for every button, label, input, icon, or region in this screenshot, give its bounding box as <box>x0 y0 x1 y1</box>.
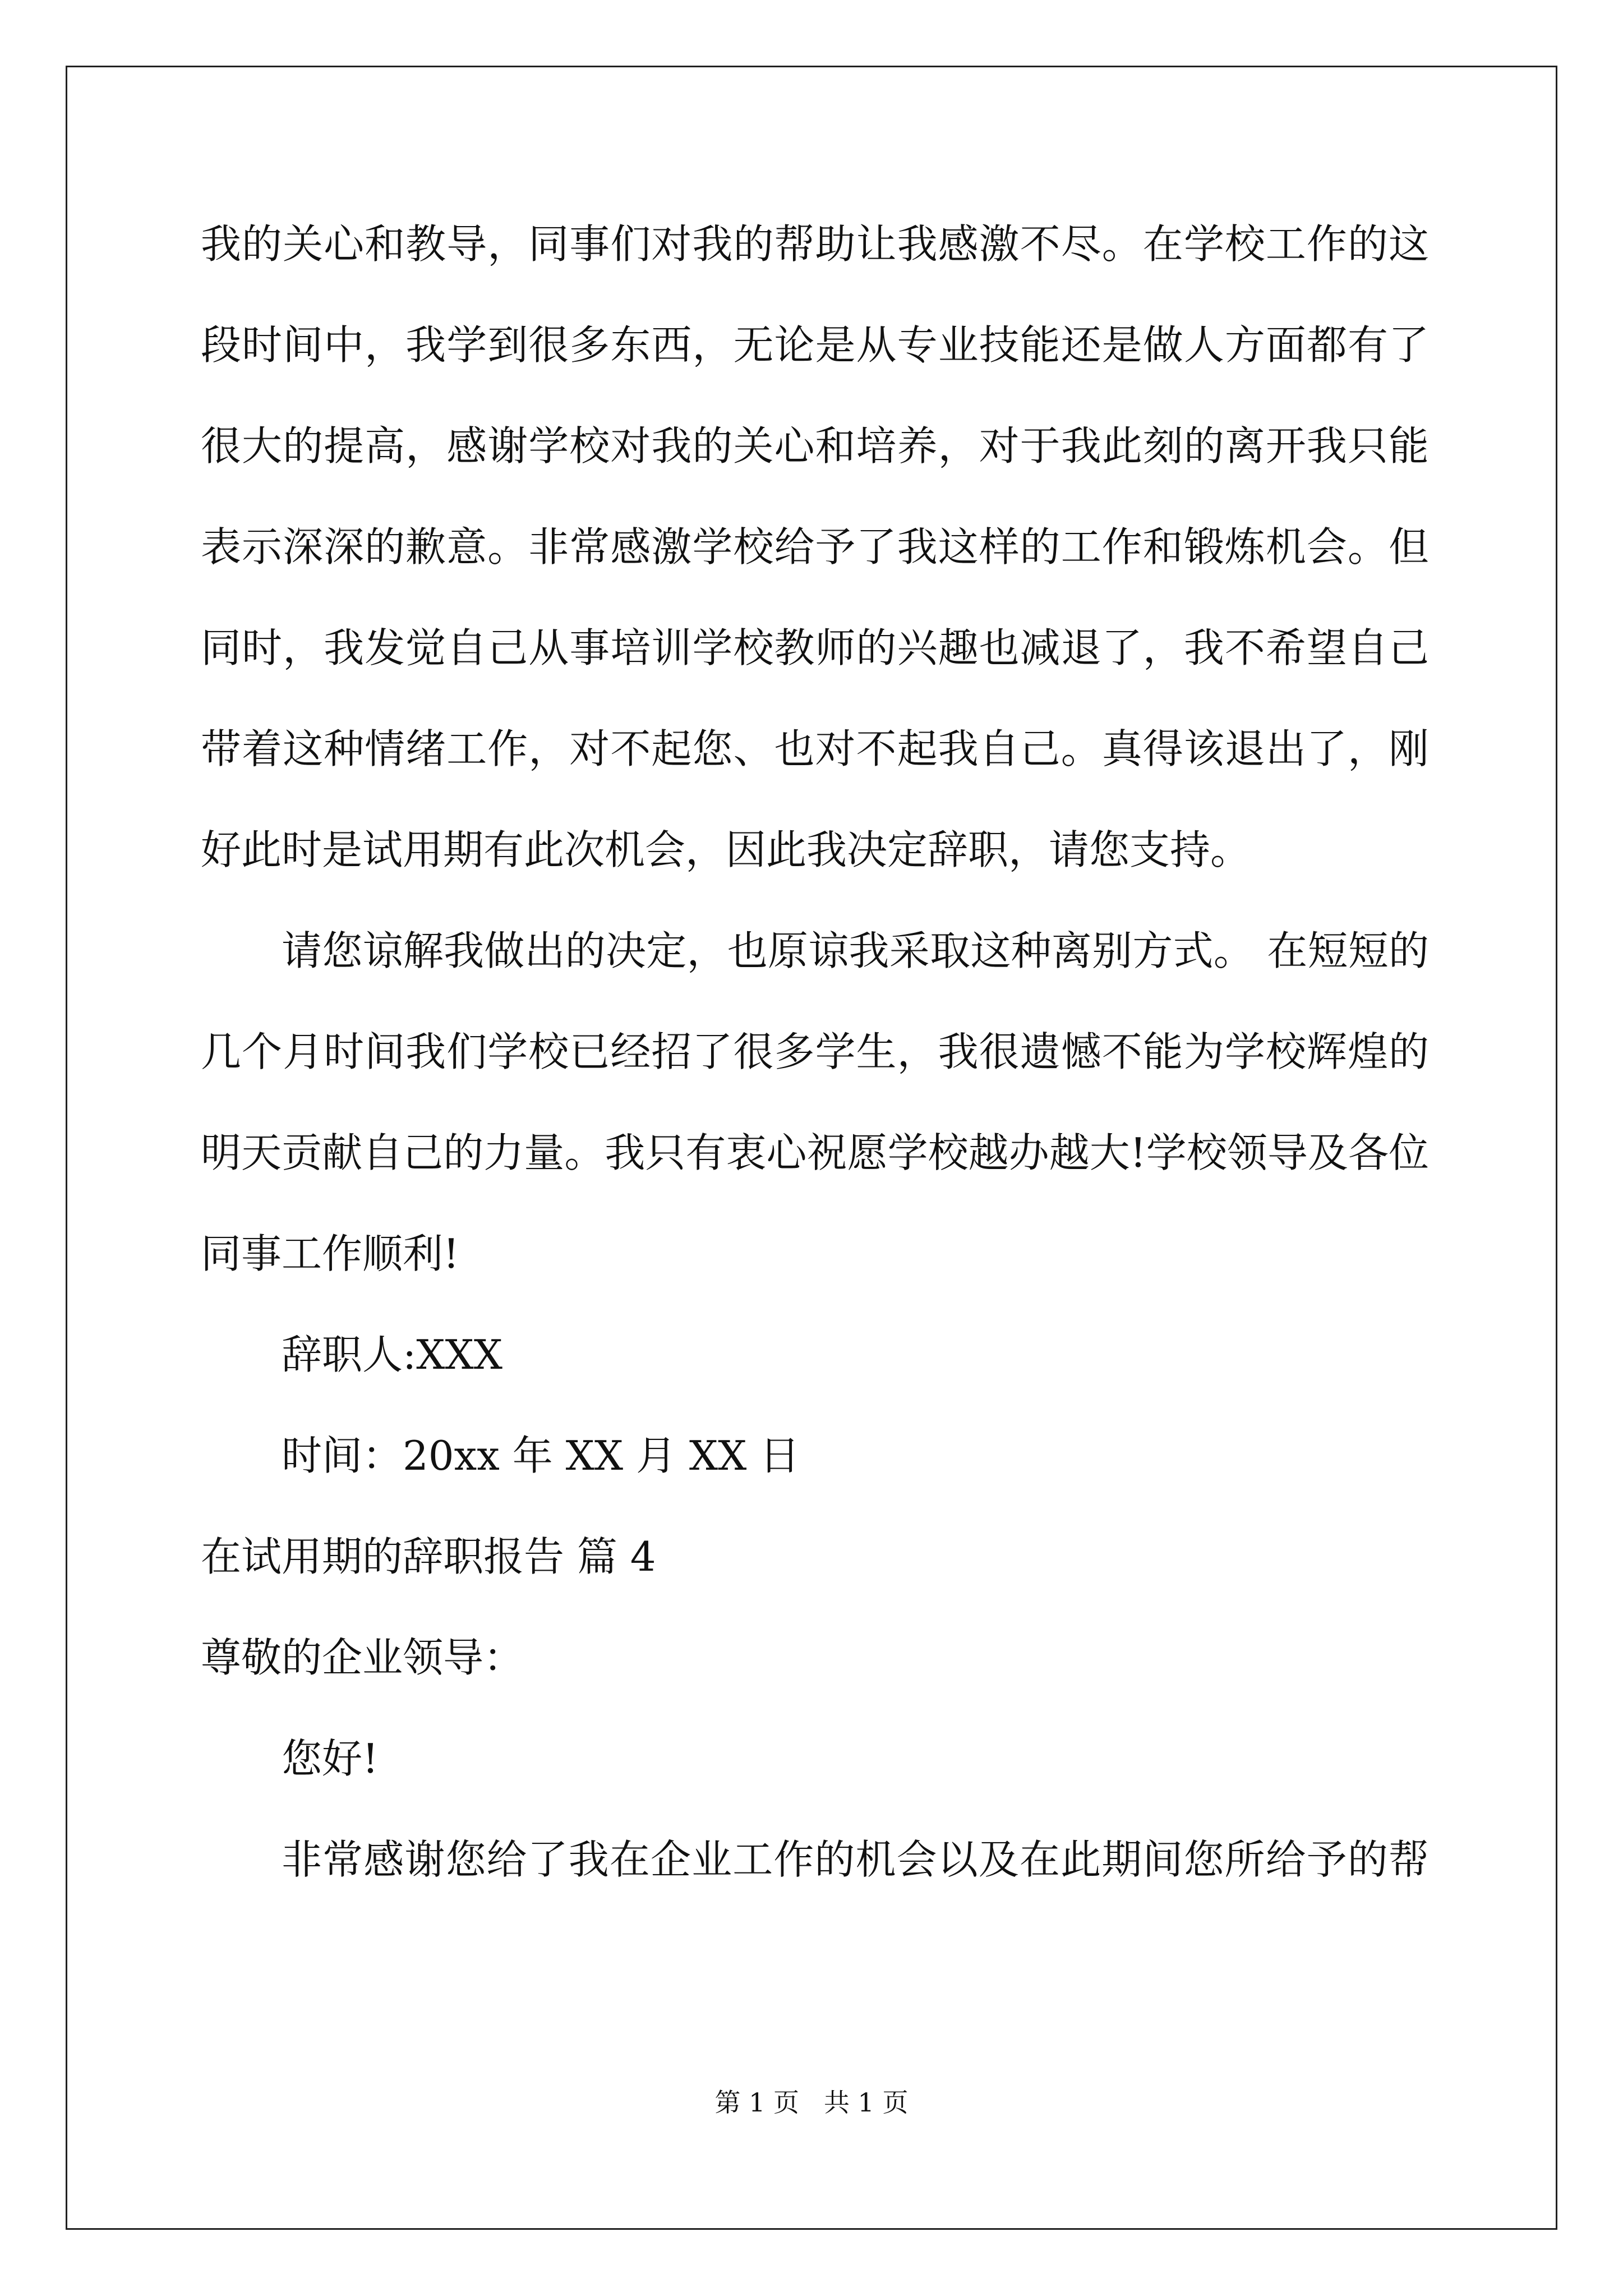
paragraph-line: 请您谅解我做出的决定，也原谅我采取这种离别方式。 在短短的 <box>282 927 1429 974</box>
page-number: 第 1 页 <box>714 2087 800 2118</box>
paragraph-line: 同时，我发觉自己从事培训学校教师的兴趣也减退了，我不希望自己 <box>201 624 1429 671</box>
paragraph-line: 表示深深的歉意。非常感激学校给予了我这样的工作和锻炼机会。但 <box>201 523 1429 570</box>
date-line: 时间：20xx 年 XX 月 XX 日 <box>282 1432 800 1479</box>
paragraph-line: 明天贡献自己的力量。我只有衷心祝愿学校越办越大!学校领导及各位 <box>201 1129 1429 1176</box>
paragraph-line: 带着这种情绪工作，对不起您、也对不起我自己。真得该退出了，刚 <box>201 725 1429 772</box>
paragraph-line: 很大的提高，感谢学校对我的关心和培养，对于我此刻的离开我只能 <box>201 422 1429 470</box>
paragraph-line: 好此时是试用期有此次机会，因此我决定辞职，请您支持。 <box>201 826 1251 873</box>
page-total: 共 1 页 <box>823 2087 909 2118</box>
signature-line: 辞职人:XXX <box>282 1331 503 1378</box>
paragraph-line: 几个月时间我们学校已经招了很多学生，我很遗憾不能为学校辉煌的 <box>201 1028 1429 1075</box>
salutation: 尊敬的企业领导： <box>201 1634 524 1681</box>
paragraph-line: 段时间中，我学到很多东西，无论是从专业技能还是做人方面都有了 <box>201 321 1429 369</box>
page-footer <box>0 2086 1623 2119</box>
section-title: 在试用期的辞职报告 篇 4 <box>201 1533 656 1580</box>
paragraph-line: 同事工作顺利! <box>201 1230 459 1277</box>
document-body <box>201 220 1429 1940</box>
paragraph-line: 非常感谢您给了我在企业工作的机会以及在此期间您所给予的帮 <box>282 1836 1429 1883</box>
greeting: 您好! <box>282 1735 379 1782</box>
paragraph-line: 我的关心和教导，同事们对我的帮助让我感激不尽。在学校工作的这 <box>201 220 1429 268</box>
